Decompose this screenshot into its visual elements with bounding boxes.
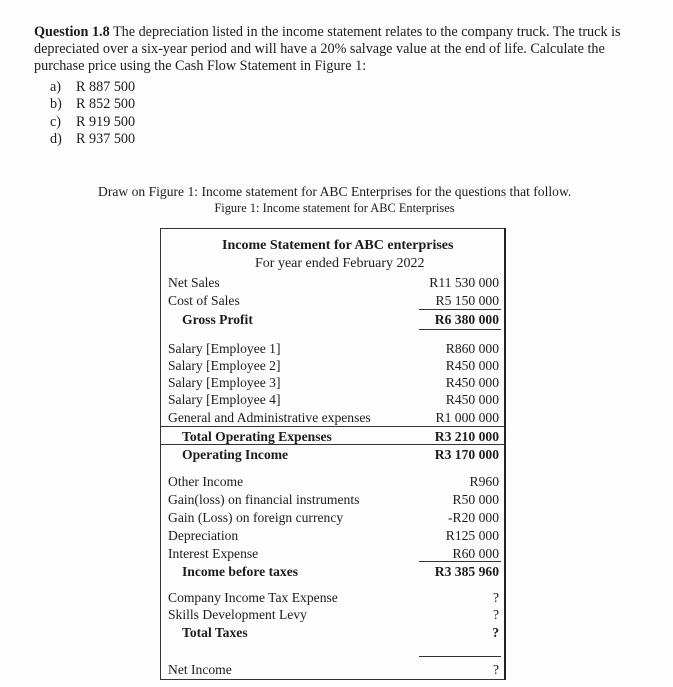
table-row: Interest Expense R60 000	[168, 546, 499, 561]
table-row: Net Sales R11 530 000	[168, 275, 499, 290]
table-row: Gain(loss) on financial instruments R50 000	[168, 492, 499, 507]
option-b[interactable]: b) R 852 500	[50, 96, 136, 113]
divider	[419, 329, 501, 330]
question-body: The depreciation listed in the income statement relates to the company truck. The truck is depreciated over a six-year period and will have a 20% salvage value at the end of life. Calculate the purchase price using the Cash Flow Statement in Figure 1:	[34, 24, 621, 74]
divider	[160, 444, 505, 445]
table-row: Salary [Employee 2] R450 000	[168, 358, 499, 373]
table-row: Total Operating Expenses R3 210 000	[182, 429, 499, 444]
table-row: Gain (Loss) on foreign currency -R20 000	[168, 510, 499, 525]
table-row: Other Income R960	[168, 474, 499, 489]
statement-title: Income Statement for ABC enterprises	[222, 238, 454, 253]
option-c[interactable]: c) R 919 500	[50, 113, 136, 130]
table-row: Operating Income R3 170 000	[182, 447, 499, 462]
table-row: Salary [Employee 3] R450 000	[168, 375, 499, 390]
table-row: Income before taxes R3 385 960	[182, 564, 499, 579]
table-row: Gross Profit R6 380 000	[182, 312, 499, 327]
divider	[419, 309, 501, 310]
divider	[419, 561, 501, 562]
option-d[interactable]: d) R 937 500	[50, 131, 136, 148]
question-number: Question 1.8	[34, 24, 110, 40]
table-row: Company Income Tax Expense ?	[168, 590, 499, 605]
question-text	[34, 24, 644, 75]
divider	[160, 426, 505, 427]
answer-options	[50, 79, 135, 149]
table-row: Salary [Employee 4] R450 000	[168, 392, 499, 407]
table-row: Total Taxes ?	[182, 625, 499, 640]
table-row: General and Administrative expenses R1 000 000	[168, 410, 499, 425]
table-row: Net Income ?	[168, 662, 499, 677]
table-row: Cost of Sales R5 150 000	[168, 293, 499, 308]
divider	[419, 656, 501, 657]
statement-subtitle: For year ended February 2022	[255, 256, 425, 271]
table-row: Depreciation R125 000	[168, 528, 499, 543]
option-a[interactable]: a) R 887 500	[50, 79, 136, 95]
figure-caption: Figure 1: Income statement for ABC Enterprises	[214, 201, 455, 215]
table-row: Skills Development Levy ?	[168, 607, 499, 622]
column-divider	[505, 228, 506, 680]
table-row: Salary [Employee 1] R860 000	[168, 341, 499, 356]
instruction-text: Draw on Figure 1: Income statement for ABC Enterprises for the questions that follow.	[98, 184, 572, 199]
